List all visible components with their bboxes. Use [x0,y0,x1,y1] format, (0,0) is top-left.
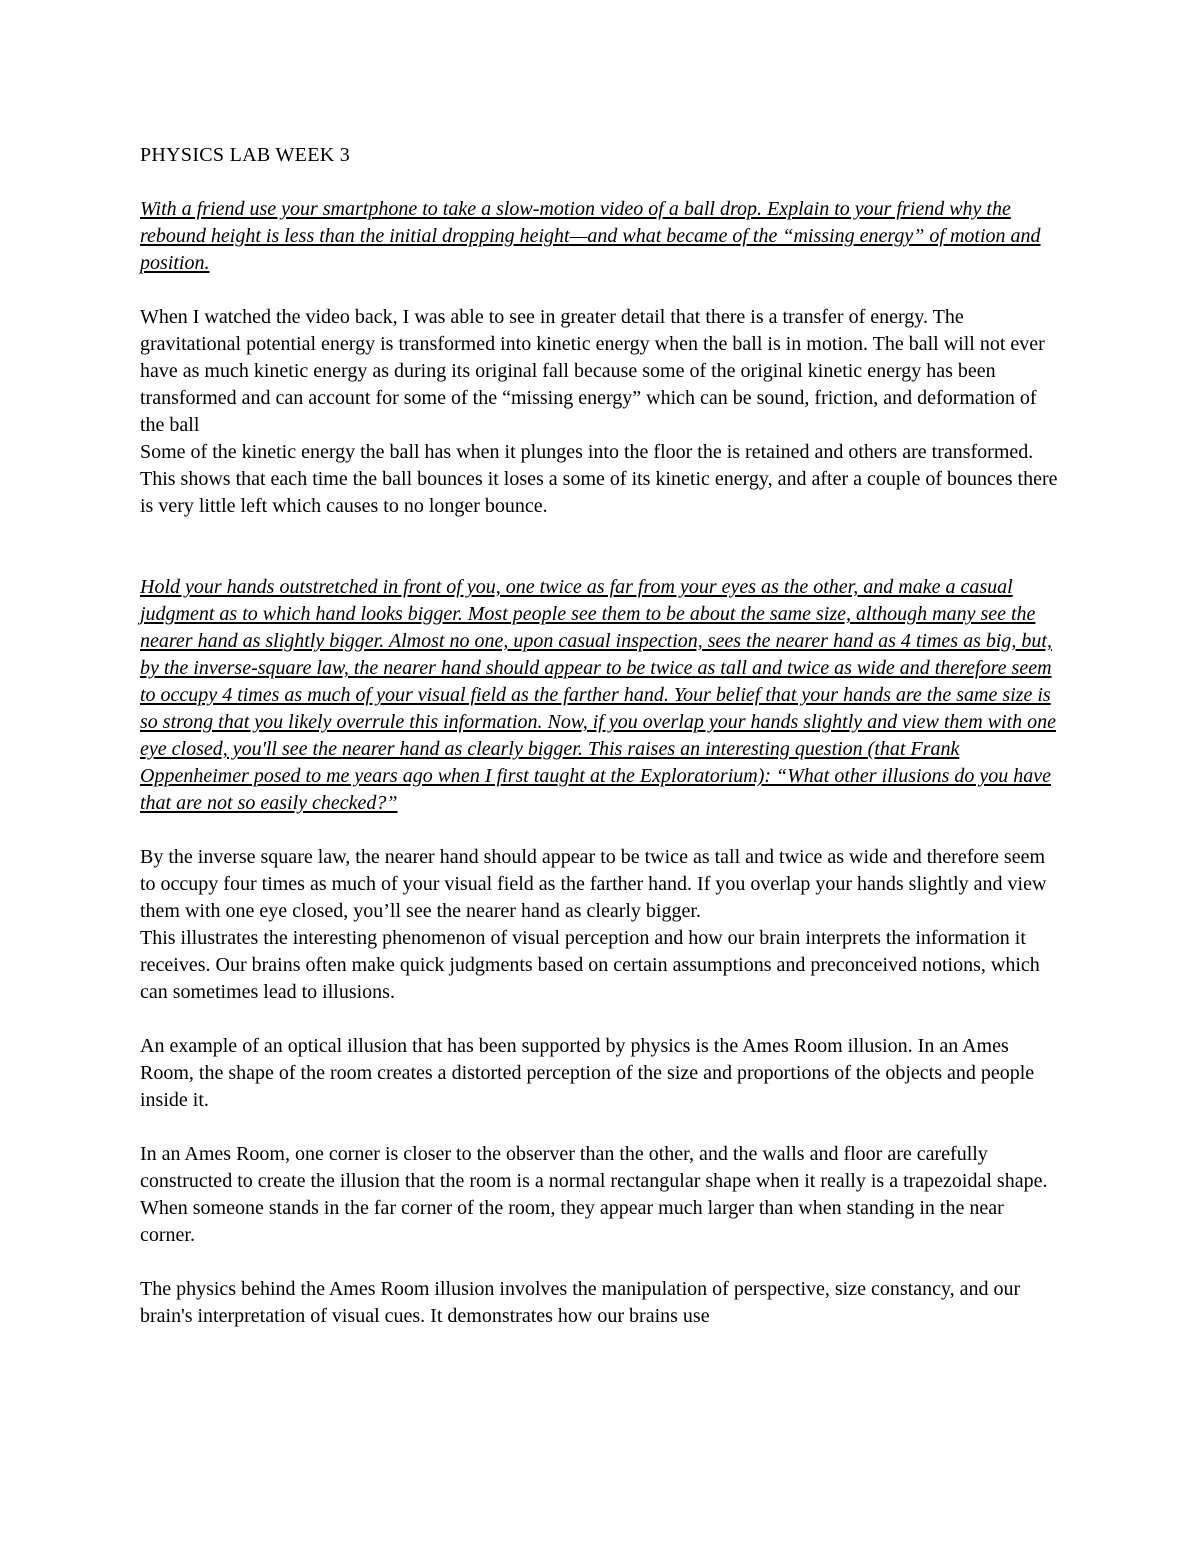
answer-hands-paragraph-2: This illustrates the interesting phenomenon of visual perception and how our brain interprets the information it receives. Our brains often make quick judgments based on certain assumptions and preconceived notions, which can sometimes lead to illusions. [140,927,1040,1003]
answer-ames-room-paragraph-1: An example of an optical illusion that has been supported by physics is the Ames Room illusion. In an Ames Room, the shape of the room creates a distorted perception of the size and proportions of the objects and people inside it. [140,1035,1035,1111]
document-title: PHYSICS LAB WEEK 3 [140,144,351,166]
document-body [140,142,1060,1330]
answer-ball-drop-paragraph-2: Some of the kinetic energy the ball has when it plunges into the floor the is retained and others are transformed. This shows that each time the ball bounces it loses a some of its kinetic energy, and after a couple of bounces there is very little left which causes to no longer bounce. [140,441,1058,517]
answer-ball-drop-paragraph-1: When I watched the video back, I was able to see in greater detail that there is a transfer of energy. The gravitational potential energy is transformed into kinetic energy when the ball is in motion. The ball will not ever have as much kinetic energy as during its original fall because some of the original kinetic energy has been transformed and can account for some of the “missing energy” which can be sound, friction, and deformation of the ball [140,306,1045,436]
answer-hands-paragraph-1: By the inverse square law, the nearer hand should appear to be twice as tall and twice as wide and therefore seem to occupy four times as much of your visual field as the farther hand. If you overlap your hands slightly and view them with one eye closed, you’ll see the nearer hand as clearly bigger. [140,846,1047,922]
answer-ames-room-paragraph-3: The physics behind the Ames Room illusion involves the manipulation of perspective, size constancy, and our brain's interpretation of visual cues. It demonstrates how our brains use [140,1278,1021,1327]
answer-ames-room-paragraph-2: In an Ames Room, one corner is closer to the observer than the other, and the walls and floor are carefully constructed to create the illusion that the room is a normal rectangular shape when it really is a trapezoidal shape. When someone stands in the far corner of the room, they appear much larger than when standing in the near corner. [140,1143,1048,1246]
lab-prompt-ball-drop: With a friend use your smartphone to take a slow-motion video of a ball drop. Explain to your friend why the rebound height is less than the initial dropping height—and what became of the “missing energy” of motion and position. [140,198,1041,274]
lab-prompt-hands-illusion: Hold your hands outstretched in front of you, one twice as far from your eyes as the other, and make a casual judgment as to which hand looks bigger. Most people see them to be about the same size, although many see the nearer hand as slightly bigger. Almost no one, upon casual inspection, sees the nearer hand as 4 times as big, but, by the inverse-square law, the nearer hand should appear to be twice as tall and twice as wide and therefore seem to occupy 4 times as much of your visual field as the farther hand. Your belief that your hands are the same size is so strong that you likely overrule this information. Now, if you overlap your hands slightly and view them with one eye closed, you'll see the nearer hand as clearly bigger. This raises an interesting question (that Frank Oppenheimer posed to me years ago when I first taught at the Exploratorium): “What other illusions do you have that are not so easily checked?” [140,576,1057,814]
